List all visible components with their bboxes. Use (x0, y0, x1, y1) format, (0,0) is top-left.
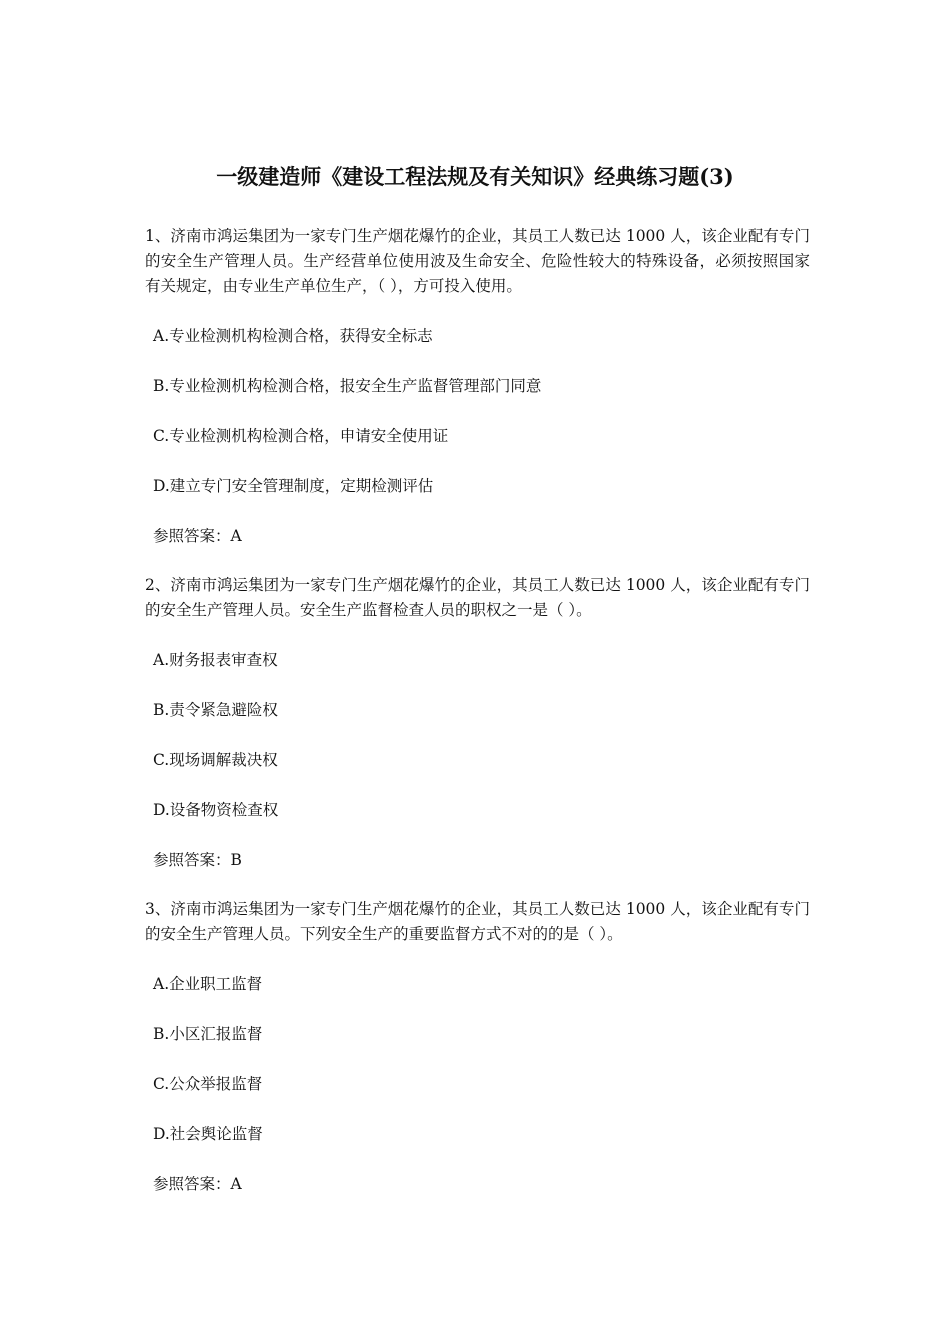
option-d: D.设备物资检查权 (153, 801, 279, 819)
option-b: B.小区汇报监督 (153, 1025, 263, 1043)
option-c: C.公众举报监督 (153, 1075, 263, 1093)
option-b: B.责令紧急避险权 (153, 701, 278, 719)
option-b: B.专业检测机构检测合格，报安全生产监督管理部门同意 (153, 377, 542, 395)
question-stem: 1、济南市鸿运集团为一家专门生产烟花爆竹的企业，其员工人数已达 1000 人，该企业配有专门的安全生产管理人员。生产经营单位使用波及生命安全、危险性较大的特殊设备，必须按照国家有关规定，由专业生产单位生产，（ ），方可投入使用。 (145, 227, 810, 295)
reference-answer: 参照答案：A (153, 1175, 242, 1193)
reference-answer: 参照答案：B (153, 851, 242, 869)
question-stem: 3、济南市鸿运集团为一家专门生产烟花爆竹的企业，其员工人数已达 1000 人，该企业配有专门的安全生产管理人员。下列安全生产的重要监督方式不对的的是（ ）。 (145, 900, 810, 943)
option-a: A.财务报表审查权 (153, 651, 278, 669)
option-c: C.现场调解裁决权 (153, 751, 278, 769)
document-title: 一级建造师《建设工程法规及有关知识》经典练习题(3) (216, 164, 734, 190)
option-d: D.社会舆论监督 (153, 1125, 263, 1143)
option-d: D.建立专门安全管理制度，定期检测评估 (153, 477, 434, 495)
reference-answer: 参照答案：A (153, 527, 242, 545)
question-2 (145, 573, 810, 873)
question-stem: 2、济南市鸿运集团为一家专门生产烟花爆竹的企业，其员工人数已达 1000 人，该企业配有专门的安全生产管理人员。安全生产监督检查人员的职权之一是（ ）。 (145, 576, 810, 619)
question-1 (145, 224, 810, 549)
option-c: C.专业检测机构检测合格，申请安全使用证 (153, 427, 449, 445)
option-a: A.企业职工监督 (153, 975, 263, 993)
question-3 (145, 897, 810, 1197)
option-a: A.专业检测机构检测合格，获得安全标志 (153, 327, 433, 345)
